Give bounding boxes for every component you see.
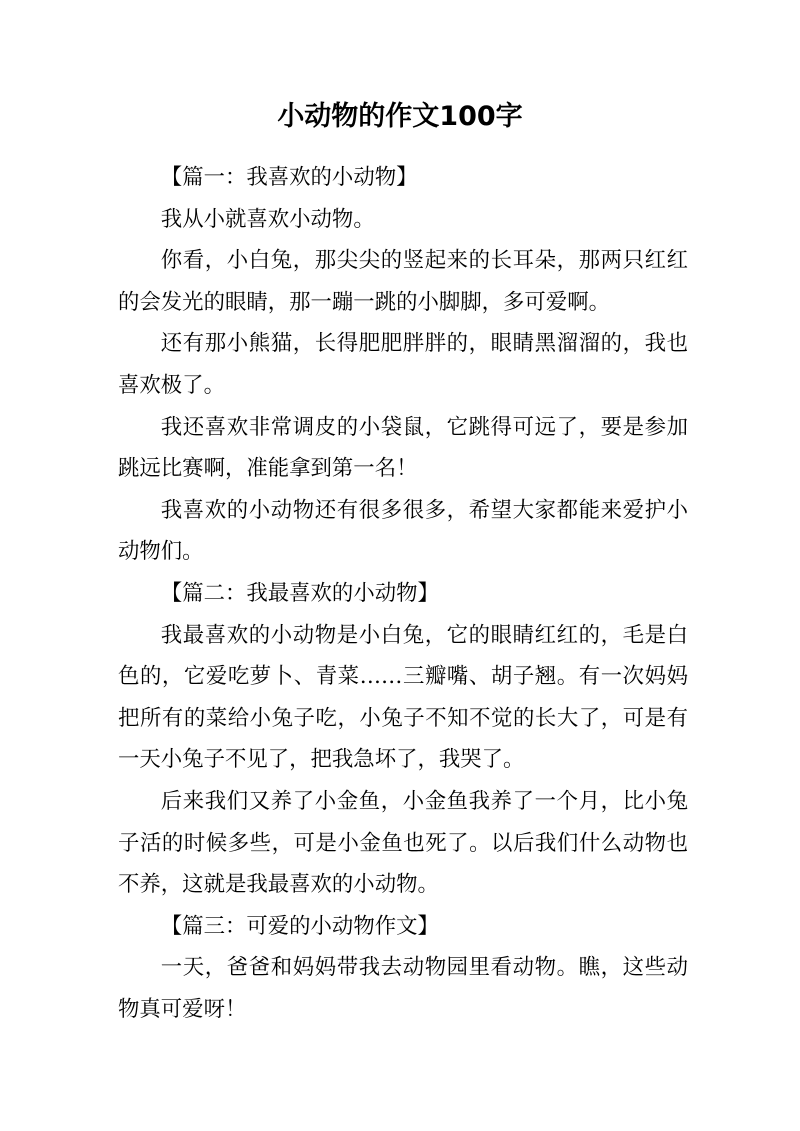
paragraph: 我还喜欢非常调皮的小袋鼠，它跳得可远了，要是参加跳远比赛啊，准能拿到第一名！ (118, 414, 688, 482)
document-body (118, 157, 688, 1030)
section-heading-1: 【篇一：我喜欢的小动物】 (160, 165, 418, 190)
paragraph: 我喜欢的小动物还有很多很多，希望大家都能来爱护小动物们。 (118, 497, 688, 565)
paragraph: 一天，爸爸和妈妈带我去动物园里看动物。瞧，这些动物真可爱呀！ (118, 955, 688, 1022)
paragraph: 后来我们又养了小金鱼，小金鱼我养了一个月，比小兔子活的时候多些，可是小金鱼也死了。以后我们什么动物也不养，这就是我最喜欢的小动物。 (118, 788, 688, 898)
section-heading-3: 【篇三：可爱的小动物作文】 (160, 913, 439, 939)
paragraph: 我从小就喜欢小动物。 (160, 206, 375, 232)
paragraph: 你看，小白兔，那尖尖的竖起来的长耳朵，那两只红红的会发光的眼睛，那一蹦一跳的小脚脚，多可爱啊。 (118, 248, 688, 315)
paragraph: 还有那小熊猫，长得肥肥胖胖的，眼睛黑溜溜的，我也喜欢极了。 (118, 331, 688, 398)
document-title: 小动物的作文100字 (277, 101, 523, 132)
section-heading-2: 【篇二：我最喜欢的小动物】 (160, 580, 439, 606)
paragraph: 我最喜欢的小动物是小白兔，它的眼睛红红的，毛是白色的，它爱吃萝卜、青菜……三瓣嘴、胡子翘。有一次妈妈把所有的菜给小兔子吃，小兔子不知不觉的长大了，可是有一天小兔子不见了，把我急坏了，我哭了。 (118, 622, 688, 773)
